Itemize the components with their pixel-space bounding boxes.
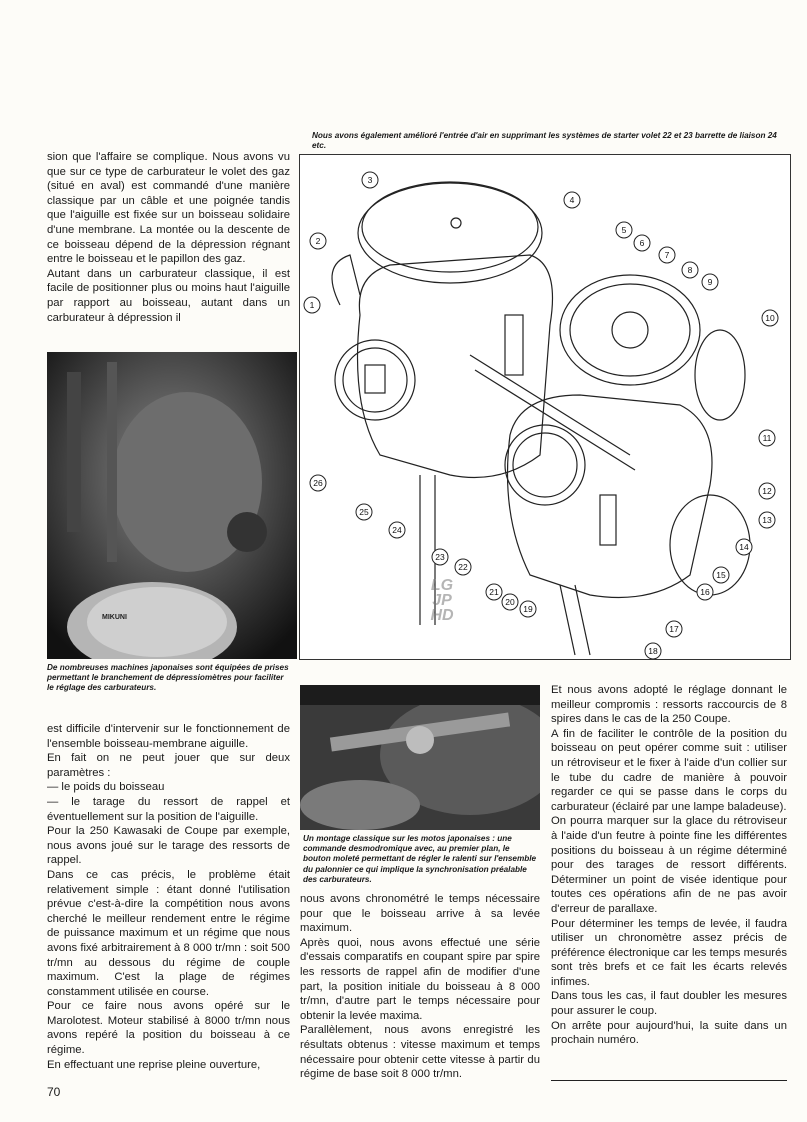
callout-24: 24 xyxy=(392,525,402,535)
paragraph: A fin de faciliter le contrôle de la position du boisseau on peut opérer comme suit : utiliser un rétroviseur et le fixer à l'aide d'un collier sur le tube du cadre de manière à pouvoir regarder ce qui se passe dans le corps du carburateur (éclairé par une lampe baladeuse). xyxy=(551,727,787,813)
watermark-line: HD xyxy=(430,607,454,624)
callout-1: 1 xyxy=(309,300,315,310)
callout-2: 2 xyxy=(315,236,321,246)
callout-26: 26 xyxy=(313,478,323,488)
callout-17: 17 xyxy=(669,624,679,634)
callout-19: 19 xyxy=(523,604,533,614)
paragraph: Parallèlement, nous avons enregistré les résultats obtenus : vitesse maximum et temps nécessaire pour obtenir cette vitesse à partir du régime de base soit 8 000 tr/mn. xyxy=(300,1024,540,1081)
column-2 xyxy=(300,892,540,1082)
callout-22: 22 xyxy=(458,562,468,572)
paragraph: On pourra marquer sur la glace du rétroviseur à l'aide d'un feutre à pointe fine les différentes positions du boisseau à un régime déterminé pour des tarages de ressort différents. Déterminer un point de visée identique pour toutes ces opérations afin de ne pas avoir d'erreur de parallaxe. xyxy=(551,815,787,915)
paragraph: Pour déterminer les temps de levée, il faudra utiliser un chronomètre assez précis de préférence électronique car les temps mesurés sont très brefs et ce fait les écarts relevés infimes. xyxy=(551,917,787,988)
page-number: 70 xyxy=(47,1085,61,1099)
callout-7: 7 xyxy=(664,250,670,260)
callout-23: 23 xyxy=(435,552,445,562)
callout-9: 9 xyxy=(707,277,713,287)
callout-21: 21 xyxy=(489,587,499,597)
watermark-line: LG xyxy=(430,577,454,594)
watermark-logo xyxy=(412,578,472,623)
paragraph: — le poids du boisseau xyxy=(47,781,165,794)
paragraph: Autant dans un carburateur classique, il est facile de positionner plus ou moins haut l'aiguille par rapport au boisseau, autant dans un carburateur à dépression il xyxy=(47,267,290,324)
callout-14: 14 xyxy=(739,542,749,552)
callout-16: 16 xyxy=(700,587,710,597)
callout-13: 13 xyxy=(762,515,772,525)
paragraph: On arrête pour aujourd'hui, la suite dans un prochain numéro. xyxy=(551,1019,787,1047)
paragraph: En effectuant une reprise pleine ouverture, xyxy=(47,1058,261,1071)
photo-1-caption: De nombreuses machines japonaises sont équipées de prises permettant le branchement de dépressiomètres pour faciliter le réglage des carburateurs. xyxy=(47,663,289,693)
diagram-caption: Nous avons également amélioré l'entrée d'air en supprimant les systèmes de starter volet 22 et 23 barrette de liaison 24 etc. xyxy=(312,131,777,151)
column-1-bottom xyxy=(47,722,290,1072)
photo-carburetor-gauge-port xyxy=(47,352,297,659)
column-3 xyxy=(551,683,787,1048)
callout-25: 25 xyxy=(359,507,369,517)
callout-11: 11 xyxy=(762,433,772,443)
paragraph: En fait on ne peut jouer que sur deux paramètres : xyxy=(47,752,290,779)
photo-stamp: MIKUNI xyxy=(102,614,127,621)
callout-6: 6 xyxy=(639,238,645,248)
paragraph: Et nous avons adopté le réglage donnant le meilleur compromis : ressorts raccourcis de 8 spires dans le cas de la 250 Coupe. xyxy=(551,684,787,726)
callout-8: 8 xyxy=(687,265,693,275)
callout-12: 12 xyxy=(762,486,772,496)
end-rule xyxy=(551,1080,787,1081)
paragraph: Dans ce cas précis, le problème était relativement simple : étant donné l'utilisation prévue c'est-à-dire la compétition nous avons cherché le meilleur rendement entre le régime de puissance maximum et un régime que nous avons fixé arbitrairement à 8 000 tr/mn : soit 500 tr/mn au dessous du régime de couple maximum. C'est la plage de régimes constamment utilisée en course. xyxy=(47,868,290,998)
callout-5: 5 xyxy=(621,225,627,235)
paragraph: Pour la 250 Kawasaki de Coupe par exemple, nous avons joué sur le tarage des ressorts de rappel. xyxy=(47,825,290,867)
callout-18: 18 xyxy=(648,646,658,656)
paragraph: est difficile d'intervenir sur le fonctionnement de l'ensemble boisseau-membrane aiguille. xyxy=(47,723,290,750)
callout-3: 3 xyxy=(367,175,373,185)
callout-10: 10 xyxy=(765,313,775,323)
paragraph: sion que l'affaire se complique. Nous avons vu que sur ce type de carburateur le volet des gaz (situé en aval) est commandé d'une manière classique par un câble et une poignée tandis que l'aiguille est fixée sur un boisseau solidaire d'une membrane. La montée ou la descente de ce boisseau dépend de la dépression régnant entre le boisseau et le papillon des gaz. xyxy=(47,151,290,266)
watermark-line: JP xyxy=(432,592,452,609)
column-1-top xyxy=(47,150,290,325)
callout-4: 4 xyxy=(569,195,575,205)
paragraph: Après quoi, nous avons effectué une série d'essais comparatifs en coupant spire par spire les ressorts de rappel afin de modifier d'une part, la position initiale du boisseau à 8 000 tr/mn, d'autre part le temps nécessaire pour obtenir la levée maxima. xyxy=(300,936,540,1022)
paragraph: nous avons chronométré le temps nécessaire pour que le boisseau arrive à sa levée maximum. xyxy=(300,893,540,935)
carburetor-drawing xyxy=(300,155,790,659)
paragraph: Pour ce faire nous avons opéré sur le Marolotest. Moteur stabilisé à 8000 tr/mn nous avons repéré la position du boisseau à ce régime. xyxy=(47,1000,290,1057)
callout-20: 20 xyxy=(505,597,515,607)
paragraph: Dans tous les cas, il faut doubler les mesures pour assurer le coup. xyxy=(551,990,787,1018)
callout-15: 15 xyxy=(716,570,726,580)
photo-2-caption: Un montage classique sur les motos japonaises : une commande desmodromique avec, au premier plan, le bouton moleté permettant de régler le ralenti sur l'ensemble du palonnier ce qui implique la synchronisation préalable des carburateurs. xyxy=(303,834,537,884)
paragraph: — le tarage du ressort de rappel et éventuellement sur la position de l'aiguille. xyxy=(47,795,290,823)
photo-desmodromic-control xyxy=(300,685,540,830)
carburetor-diagram xyxy=(299,154,791,660)
